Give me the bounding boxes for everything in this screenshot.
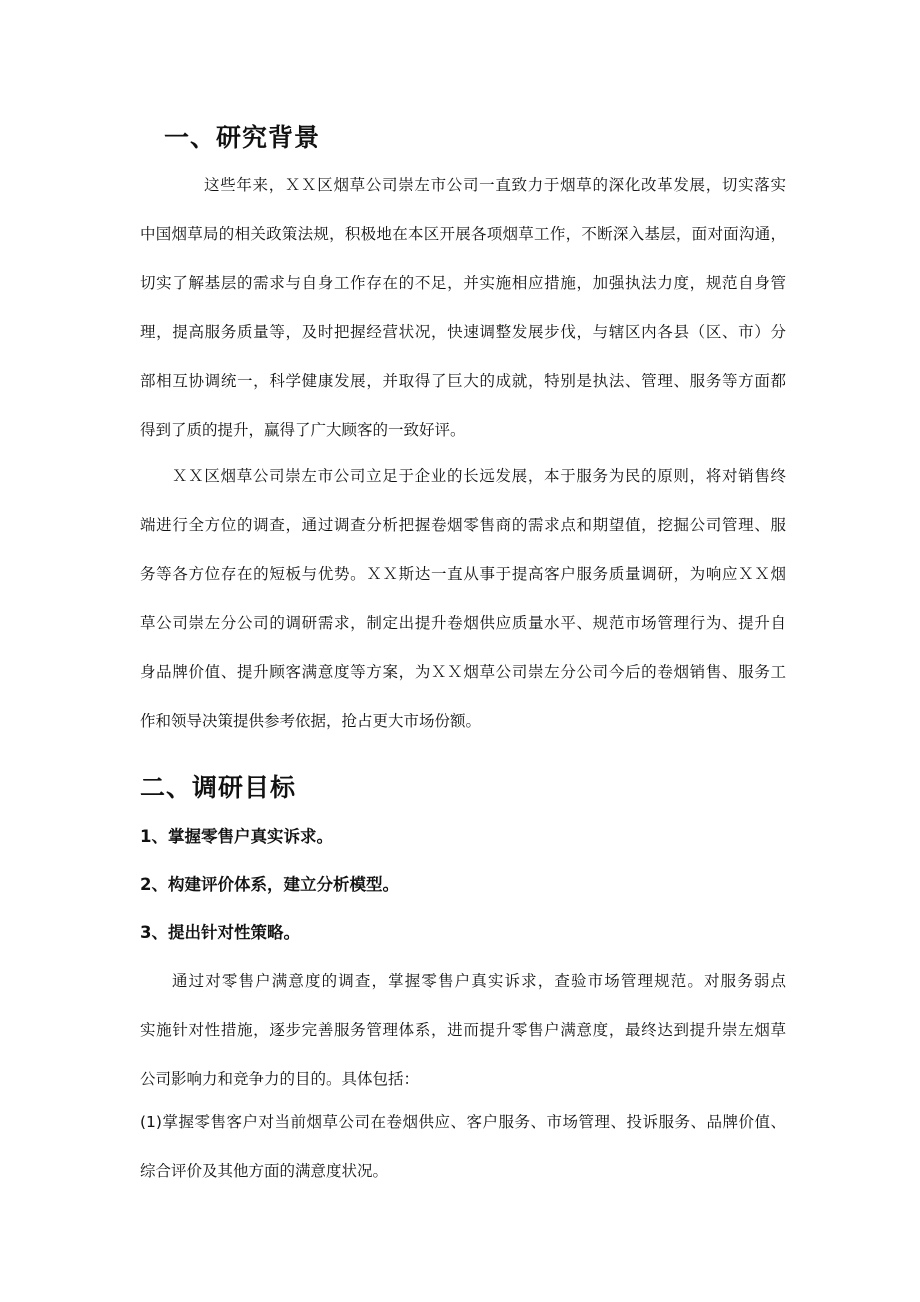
goal-item-2: 2、构建评价体系，建立分析模型。	[140, 875, 399, 894]
text-line: 综合评价及其他方面的满意度状况。	[140, 1162, 389, 1180]
goal-item-3: 3、提出针对性策略。	[140, 923, 300, 942]
text-line: 身品牌价值、提升顾客满意度等方案，为ＸＸ烟草公司崇左分公司今后的卷烟销售、服务工	[140, 663, 786, 681]
objectives-paragraph-2	[140, 1107, 786, 1205]
text-line: 通过对零售户满意度的调查，掌握零售户真实诉求，查验市场管理规范。对服务弱点	[172, 972, 786, 990]
goal-item-1: 1、掌握零售户真实诉求。	[140, 827, 333, 846]
background-paragraph-2	[140, 461, 786, 755]
text-line: 得到了质的提升，赢得了广大顾客的一致好评。	[140, 421, 466, 439]
text-line: 草公司崇左分公司的调研需求，制定出提升卷烟供应质量水平、规范市场管理行为、提升自	[140, 614, 786, 632]
text-line: 部相互协调统一，科学健康发展，并取得了巨大的成就，特别是执法、管理、服务等方面都	[140, 372, 786, 390]
text-line: (1)掌握零售客户对当前烟草公司在卷烟供应、客户服务、市场管理、投诉服务、品牌价值、	[140, 1113, 786, 1131]
background-paragraph-1	[140, 170, 786, 464]
text-line: 切实了解基层的需求与自身工作存在的不足，并实施相应措施，加强执法力度，规范自身管	[140, 274, 786, 292]
section-heading-objectives: 二、调研目标	[140, 773, 297, 802]
text-line: 作和领导决策提供参考依据，抢占更大市场份额。	[140, 712, 482, 730]
text-line: 务等各方位存在的短板与优势。ＸＸ斯达一直从事于提高客户服务质量调研，为响应ＸＸ烟	[140, 565, 786, 583]
text-line: 公司影响力和竞争力的目的。具体包括：	[140, 1070, 420, 1088]
text-line: 这些年来，ＸＸ区烟草公司崇左市公司一直致力于烟草的深化改革发展，切实落实	[204, 176, 786, 194]
text-line: 理，提高服务质量等，及时把握经营状况，快速调整发展步伐，与辖区内各县（区、市）分	[140, 323, 786, 341]
text-line: 实施针对性措施，逐步完善服务管理体系，进而提升零售户满意度，最终达到提升崇左烟草	[140, 1021, 786, 1039]
section-heading-background: 一、研究背景	[164, 123, 321, 152]
text-line: ＸＸ区烟草公司崇左市公司立足于企业的长远发展，本于服务为民的原则，将对销售终	[172, 467, 786, 485]
text-line: 端进行全方位的调查，通过调查分析把握卷烟零售商的需求点和期望值，挖掘公司管理、服	[140, 516, 786, 534]
objectives-paragraph-1	[140, 966, 786, 1113]
text-line: 中国烟草局的相关政策法规，积极地在本区开展各项烟草工作，不断深入基层，面对面沟通，	[140, 225, 786, 243]
